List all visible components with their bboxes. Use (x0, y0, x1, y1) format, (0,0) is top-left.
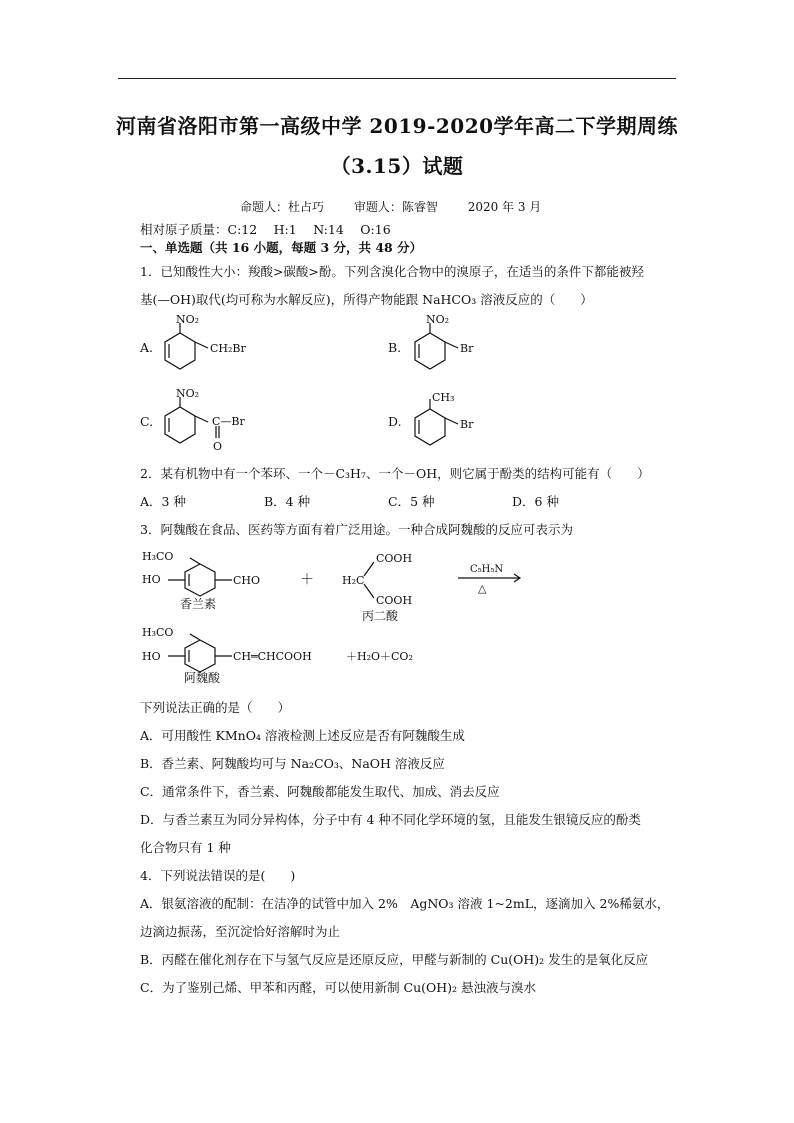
atomic-masses: 相对原子质量：C:12 H:1 N:14 O:16 (140, 222, 391, 237)
ferulic-name: 阿魏酸 (184, 671, 221, 685)
q1-c-r: C—Br (212, 415, 245, 428)
q1-a-r: CH₂Br (210, 342, 246, 355)
q3-option-a: A．可用酸性 KMnO₄ 溶液检测上述反应是否有阿魏酸生成 (140, 728, 465, 743)
q1-option-c-structure (160, 387, 280, 462)
q1-option-b-label: B. (388, 340, 402, 355)
q3-question: 下列说法正确的是（ ） (140, 700, 291, 715)
author: 命题人：杜占巧 (240, 200, 325, 214)
q3-option-d-line1: D．与香兰素互为同分异构体，分子中有 4 种不同化学环境的氢，且能发生银镜反应的酚类 (140, 812, 641, 827)
q1-option-a-structure (160, 313, 280, 378)
q3-reaction-scheme (140, 546, 560, 686)
q2-option-c: C．5 种 (388, 494, 435, 509)
q1-option-b-structure (410, 313, 510, 378)
malonic-cooh-top: COOH (376, 552, 413, 565)
ferulic-chain: CH═CHCOOH (233, 650, 312, 663)
q1-stem-line2: 基(—OH)取代(均可称为水解反应)，所得产物能跟 NaHCO₃ 溶液反应的（ ） (140, 292, 593, 307)
page-subtitle: （3.15）试题 (330, 154, 464, 178)
q4-stem: 4．下列说法错误的是( ) (140, 868, 296, 883)
q4-option-c: C．为了鉴别己烯、甲苯和丙醛，可以使用新制 Cu(OH)₂ 悬浊液与溴水 (140, 980, 537, 995)
date: 2020 年 3 月 (467, 200, 542, 214)
q1-b-no2: NO₂ (426, 313, 450, 326)
page-title: 河南省洛阳市第一高级中学 2019-2020学年高二下学期周练 (115, 114, 679, 138)
plus-sign: ＋ (300, 572, 314, 588)
q1-a-no2: NO₂ (176, 313, 200, 326)
heat-symbol: △ (478, 582, 487, 595)
vanillin-ho: HO (142, 573, 161, 586)
q2-option-d: D．6 种 (512, 494, 559, 509)
q2-option-b: B．4 种 (264, 494, 311, 509)
q1-d-r: Br (460, 418, 474, 431)
vanillin-h3co: H₃CO (142, 550, 174, 563)
vanillin-cho: CHO (233, 574, 261, 587)
q3-option-b: B．香兰素、阿魏酸均可与 Na₂CO₃、NaOH 溶液反应 (140, 756, 445, 771)
q1-option-d-structure (410, 391, 510, 454)
byline (240, 198, 567, 215)
q1-stem-line1: 1．已知酸性大小：羧酸>碳酸>酚。下列含溴化合物中的溴原子，在适当的条件下都能被羟 (140, 264, 644, 279)
q1-option-c-label: C. (140, 414, 154, 429)
byproducts: ＋H₂O＋CO₂ (346, 650, 413, 663)
vanillin-name: 香兰素 (180, 597, 217, 611)
q1-c-carbonyl: O (213, 440, 223, 453)
q1-c-no2: NO₂ (176, 387, 200, 400)
q3-option-d-line2: 化合物只有 1 种 (140, 840, 231, 855)
reagent: C₅H₅N (470, 564, 504, 575)
ferulic-h3co: H₃CO (142, 626, 174, 639)
q3-stem: 3．阿魏酸在食品、医药等方面有着广泛用途。一种合成阿魏酸的反应可表示为 (140, 522, 573, 537)
section-heading: 一、单选题（共 16 小题，每题 3 分，共 48 分） (140, 240, 423, 255)
q1-option-d-label: D. (388, 414, 402, 429)
reviewer: 审题人：陈睿智 (353, 200, 438, 214)
malonic-cooh-bottom: COOH (376, 594, 413, 607)
q2-stem: 2．某有机物中有一个苯环、一个－C₃H₇、一个－OH，则它属于酚类的结构可能有（ ） (140, 466, 650, 481)
header-rule (118, 78, 676, 79)
q1-b-r: Br (460, 342, 474, 355)
malonic-name: 丙二酸 (362, 609, 399, 623)
q4-option-b: B．丙醛在催化剂存在下与氢气反应是还原反应，甲醛与新制的 Cu(OH)₂ 发生的是氧化反应 (140, 952, 649, 967)
q4-option-a-line2: 边滴边振荡，至沉淀恰好溶解时为止 (140, 924, 341, 939)
q4-option-a-line1: A．银氨溶液的配制：在洁净的试管中加入 2% AgNO₃ 溶液 1~2mL，逐滴加入 2%稀氨水， (140, 896, 670, 911)
q1-d-ch3: CH₃ (432, 391, 455, 404)
ferulic-ho: HO (142, 650, 161, 663)
malonic-h2c: H₂C (342, 574, 365, 587)
q2-option-a: A．3 种 (140, 494, 186, 509)
q3-option-c: C．通常条件下，香兰素、阿魏酸都能发生取代、加成、消去反应 (140, 784, 500, 799)
q1-option-a-label: A. (140, 340, 154, 355)
